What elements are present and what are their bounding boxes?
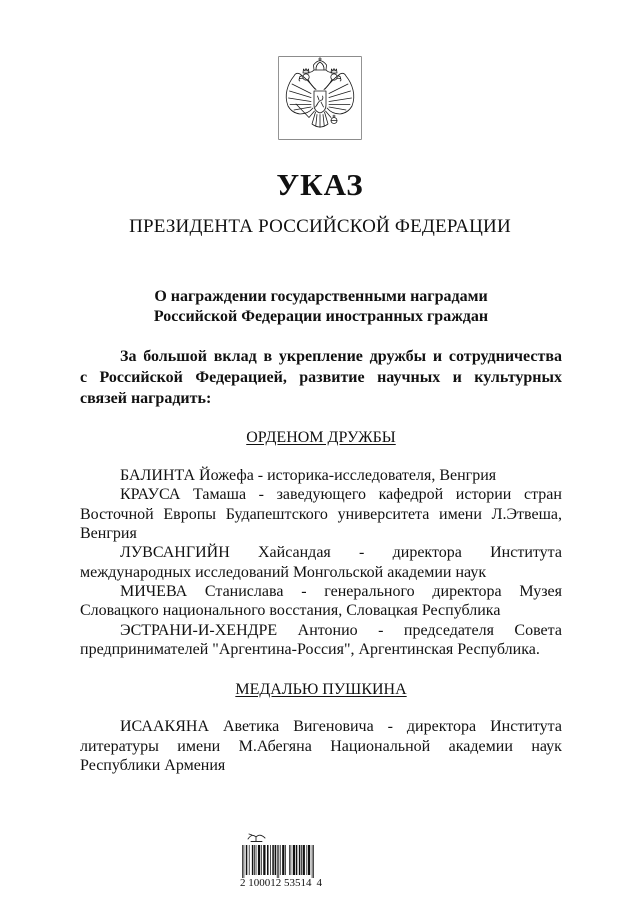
word: Л.Этвеша, [491,505,562,523]
preamble-paragraph [80,346,562,409]
word: Тамаша [193,486,247,504]
barcode-bar [263,845,265,875]
word: кафедрой [378,486,444,504]
barcode-bar [254,845,255,875]
entry-line: Венгрия [80,524,137,542]
barcode-bar [267,845,269,875]
document-type-title: УКАЗ [276,167,364,202]
word: Восточной [80,505,154,523]
award-entry [80,582,562,621]
word: заведующего [276,486,367,504]
word: МИЧЕВА [120,582,188,600]
word: развитие [299,369,365,386]
word: Вигеновича [293,718,374,735]
barcode-bar [270,845,271,875]
word: Федерацией, [195,369,287,386]
word: Национальной [330,737,431,755]
barcode-bar [261,845,262,875]
preamble-line [80,346,562,367]
word: М.Абегяна [238,737,312,755]
word: Хайсандая [258,544,331,562]
word: сотрудничества [448,348,562,365]
word: имени [439,505,482,523]
word: имени [177,737,221,755]
barcode-bar [291,845,292,875]
barcode-bar [246,845,248,875]
word: вклад [213,348,257,365]
word: наук [531,737,562,755]
word: Будапештского [225,505,328,523]
barcode-bar [301,845,302,875]
barcode-bar [249,845,250,875]
word: - [378,621,384,639]
word: истории [455,486,512,504]
word: ЛУВСАНГИЙН [120,544,230,562]
barcode-bar [252,845,254,875]
award-entry [80,717,562,776]
barcode-number: 2 100012 53514 [240,877,312,889]
award-heading-order-of-friendship: ОРДЕНОМ ДРУЖБЫ [246,429,396,446]
word: дружбы [369,348,427,365]
barcode-check-digit: 4 [316,877,322,889]
barcode-digits [240,877,322,889]
barcode-bar [282,845,284,875]
word: За [120,348,137,365]
entry-line [80,621,562,640]
word: - [387,718,393,735]
issuer-subtitle: ПРЕЗИДЕНТА РОССИЙСКОЙ ФЕДЕРАЦИИ [129,216,511,237]
entry-line [80,505,562,524]
word: культурных [474,369,562,386]
word: директора [392,544,462,562]
word: Аветика [222,718,280,735]
word: большой [143,348,207,365]
entry-line: БАЛИНТА Йожефа - историка-исследователя, Венгрия [120,467,497,484]
entry-line [80,582,562,601]
word: директора [406,718,477,735]
decree-title-line: Российской Федерации иностранных граждан [153,308,489,325]
barcode-bar [285,845,286,875]
word: в [263,348,273,365]
word: стран [523,486,562,504]
word: Станислава [204,582,284,600]
entry-line: международных исследований Монгольской академии наук [80,563,487,581]
barcode [242,845,314,878]
award-entry [80,485,562,543]
award-list-pushkin-medal [80,717,562,776]
coat-of-arms-icon [278,56,362,140]
barcode-bar [242,845,243,878]
barcode-bar [289,845,290,875]
word: директора [432,582,502,600]
word: Российской [99,369,183,386]
barcode-bar [278,845,279,878]
word: литературы [80,737,159,755]
word: академии [448,737,513,755]
word: укрепление [278,348,363,365]
barcode-bar [299,845,301,875]
barcode-bar [280,845,281,875]
word: с [80,369,88,386]
word: научных [377,369,441,386]
word: и [432,348,443,365]
word: председателя [403,621,494,639]
word: Европы [163,505,217,523]
barcode-bar [296,845,298,875]
award-entry [80,543,562,582]
preamble-line: связей наградить: [80,390,212,407]
barcode-bar [293,845,295,875]
entry-line: Словацкого национального восстания, Словацкая Республика [80,602,501,620]
barcode-bar [275,845,277,875]
word: - [359,544,365,562]
barcode-bar [308,845,310,875]
entry-line [80,717,562,737]
award-heading-pushkin-medal: МЕДАЛЬЮ ПУШКИНА [235,681,407,698]
decree-title [80,287,562,327]
barcode-bar [244,845,245,878]
word: генерального [324,582,415,600]
barcode-bar [256,845,257,875]
word: университета [337,505,430,523]
word: Музея [519,582,562,600]
word: - [258,486,264,504]
entry-line [80,543,562,562]
decree-title-line: О награждении государственными наградами [154,288,488,305]
barcode-bar [312,845,313,878]
barcode-bar [277,845,278,878]
word: КРАУСА [120,486,181,504]
barcode-bar [272,845,274,875]
word: Антонио [297,621,358,639]
entry-line [80,485,562,504]
award-entry [80,621,562,660]
entry-line [80,737,562,757]
barcode-bar [303,845,305,875]
word: Совета [514,621,562,639]
entry-line: предпринимателей "Аргентина-Россия", Аргентинская Республика. [80,640,540,658]
preamble-line [80,367,562,388]
word: ЭСТРАНИ-И-ХЕНДРЕ [120,621,278,639]
barcode-bar [306,845,307,875]
word: ИСААКЯНА [120,718,209,735]
barcode-bar [258,845,260,875]
word: и [452,369,462,386]
barcode-bar [313,845,314,878]
word: Института [490,544,562,562]
print-mark-icon [246,831,268,843]
award-entry [80,466,562,485]
word: - [301,582,307,600]
award-list-order-of-friendship [80,466,562,659]
word: Института [490,718,562,735]
entry-line: Республики Армения [80,757,226,774]
